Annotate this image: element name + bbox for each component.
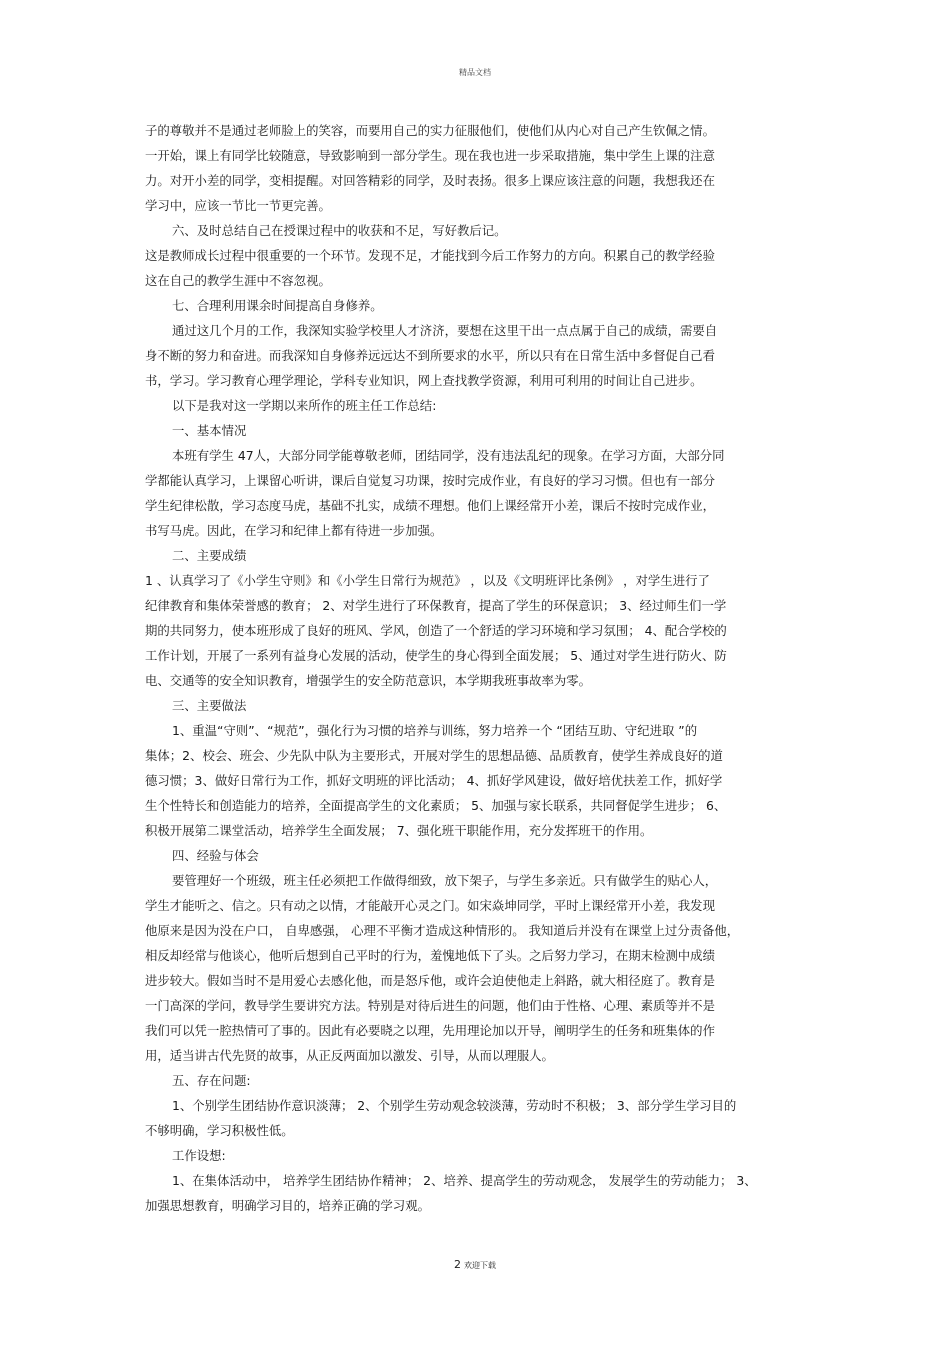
footer-text: 欢迎下载: [464, 1261, 496, 1270]
text-line: 这是教师成长过程中很重要的一个环节。发现不足，才能找到今后工作努力的方向。积累自己的教学经验: [145, 248, 715, 263]
text-line: 进步较大。假如当时不是用爱心去感化他，而是怒斥他，或许会迫使他走上斜路，就大相径庭了。教育是: [145, 973, 715, 988]
text-line: 学习中，应该一节比一节更完善。: [145, 198, 331, 213]
text-line: 不够明确，学习积极性低。: [145, 1123, 294, 1138]
text-line: 学生才能听之、信之。只有动之以情，才能敲开心灵之门。如宋焱坤同学，平时上课经常开小差，我发现: [145, 898, 715, 913]
text-line: 学都能认真学习，上课留心听讲，课后自觉复习功课，按时完成作业，有良好的学习习惯。但也有一部分: [145, 473, 715, 488]
text-line: 电、交通等的安全知识教育，增强学生的安全防范意识，本学期我班事故率为零。: [145, 673, 592, 688]
text-line: 身不断的努力和奋进。而我深知自身修养远远达不到所要求的水平，所以只有在日常生活中多督促自己看: [145, 348, 715, 363]
text-line: 二、主要成绩: [172, 548, 247, 563]
text-line: 通过这几个月的工作，我深知实验学校里人才济济，要想在这里干出一点点属于自己的成绩，需要自: [172, 323, 718, 338]
text-line: 一门高深的学问，教导学生要讲究方法。特别是对待后进生的问题，他们由于性格、心理、素质等并不是: [145, 998, 715, 1013]
text-line: 加强思想教育，明确学习目的，培养正确的学习观。: [145, 1198, 430, 1213]
text-line: 1、在集体活动中， 培养学生团结协作精神； 2、培养、提高学生的劳动观念， 发展学生的劳动能力； 3、: [172, 1173, 757, 1188]
text-line: 要管理好一个班级，班主任必须把工作做得细致，放下架子，与学生多亲近。只有做学生的贴心人，: [172, 873, 718, 888]
text-line: 本班有学生 47人，大部分同学能尊敬老师，团结同学，没有违法乱纪的现象。在学习方面，大部分同: [172, 448, 725, 463]
text-line: 学生纪律松散，学习态度马虎，基础不扎实，成绩不理想。他们上课经常开小差，课后不按时完成作业，: [145, 498, 715, 513]
text-line: 七、合理利用课余时间提高自身修养。: [172, 298, 383, 313]
page-header: 精品文档: [459, 68, 491, 77]
text-line: 我们可以凭一腔热情可了事的。因此有必要晓之以理，先用理论加以开导，阐明学生的任务和班集体的作: [145, 1023, 715, 1038]
text-line: 力。对开小差的同学，变相提醒。对回答精彩的同学，及时表扬。很多上课应该注意的问题，我想我还在: [145, 173, 715, 188]
text-line: 相反却经常与他谈心，他听后想到自己平时的行为，羞愧地低下了头。之后努力学习，在期末检测中成绩: [145, 948, 715, 963]
page-footer: [0, 1258, 950, 1271]
text-line: 1 、认真学习了《小学生守则》和《小学生日常行为规范》 ，以及《文明班评比条例》 ，对学生进行了: [145, 573, 710, 588]
text-line: 德习惯；3、做好日常行为工作，抓好文明班的评比活动； 4、抓好学风建设，做好培优扶差工作，抓好学: [145, 773, 723, 788]
text-line: 六、及时总结自己在授课过程中的收获和不足，写好教后记。: [172, 223, 507, 238]
text-line: 纪律教育和集体荣誉感的教育； 2、对学生进行了环保教育，提高了学生的环保意识； 3、经过师生们一学: [145, 598, 727, 613]
text-line: 一、基本情况: [172, 423, 247, 438]
text-line: 工作设想:: [172, 1148, 226, 1163]
text-line: 书写马虎。因此，在学习和纪律上都有待进一步加强。: [145, 523, 443, 538]
text-line: 工作计划，开展了一系列有益身心发展的活动，使学生的身心得到全面发展； 5、通过对学生进行防火、防: [145, 648, 727, 663]
text-line: 期的共同努力，使本班形成了良好的班风、学风，创造了一个舒适的学习环境和学习氛围； 4、配合学校的: [145, 623, 727, 638]
page-number: 2: [454, 1258, 461, 1271]
text-line: 用，适当讲古代先贤的故事，从正反两面加以激发、引导，从而以理服人。: [145, 1048, 554, 1063]
text-line: 他原来是因为没在户口， 自卑感强， 心理不平衡才造成这种情形的。 我知道后并没有在课堂上过分责备他，: [145, 923, 740, 938]
text-line: 生个性特长和创造能力的培养，全面提高学生的文化素质； 5、加强与家长联系，共同督促学生进步； 6、: [145, 798, 727, 813]
text-line: 以下是我对这一学期以来所作的班主任工作总结:: [172, 398, 437, 413]
text-line: 子的尊敬并不是通过老师脸上的笑容，而要用自己的实力征服他们，使他们从内心对自己产生钦佩之情。: [145, 123, 715, 138]
text-line: 1、个别学生团结协作意识淡薄； 2、个别学生劳动观念较淡薄，劳动时不积极； 3、部分学生学习目的: [172, 1098, 737, 1113]
text-line: 这在自己的教学生涯中不容忽视。: [145, 273, 331, 288]
text-line: 四、经验与体会: [172, 848, 259, 863]
text-line: 三、主要做法: [172, 698, 247, 713]
text-line: 一开始，课上有同学比较随意，导致影响到一部分学生。现在我也进一步采取措施，集中学生上课的注意: [145, 148, 715, 163]
text-line: 积极开展第二课堂活动，培养学生全面发展； 7、强化班干职能作用，充分发挥班干的作用。: [145, 823, 653, 838]
document-body: [145, 118, 810, 1218]
text-line: 集体；2、校会、班会、少先队中队为主要形式，开展对学生的思想品德、品质教育，使学生养成良好的道: [145, 748, 723, 763]
text-line: 五、存在问题:: [172, 1073, 251, 1088]
text-line: 1、重温“守则”、“规范”，强化行为习惯的培养与训练，努力培养一个 “团结互助、守纪进取 ”的: [172, 723, 698, 738]
text-line: 书，学习。学习教育心理学理论，学科专业知识，网上查找教学资源，利用可利用的时间让自己进步。: [145, 373, 703, 388]
